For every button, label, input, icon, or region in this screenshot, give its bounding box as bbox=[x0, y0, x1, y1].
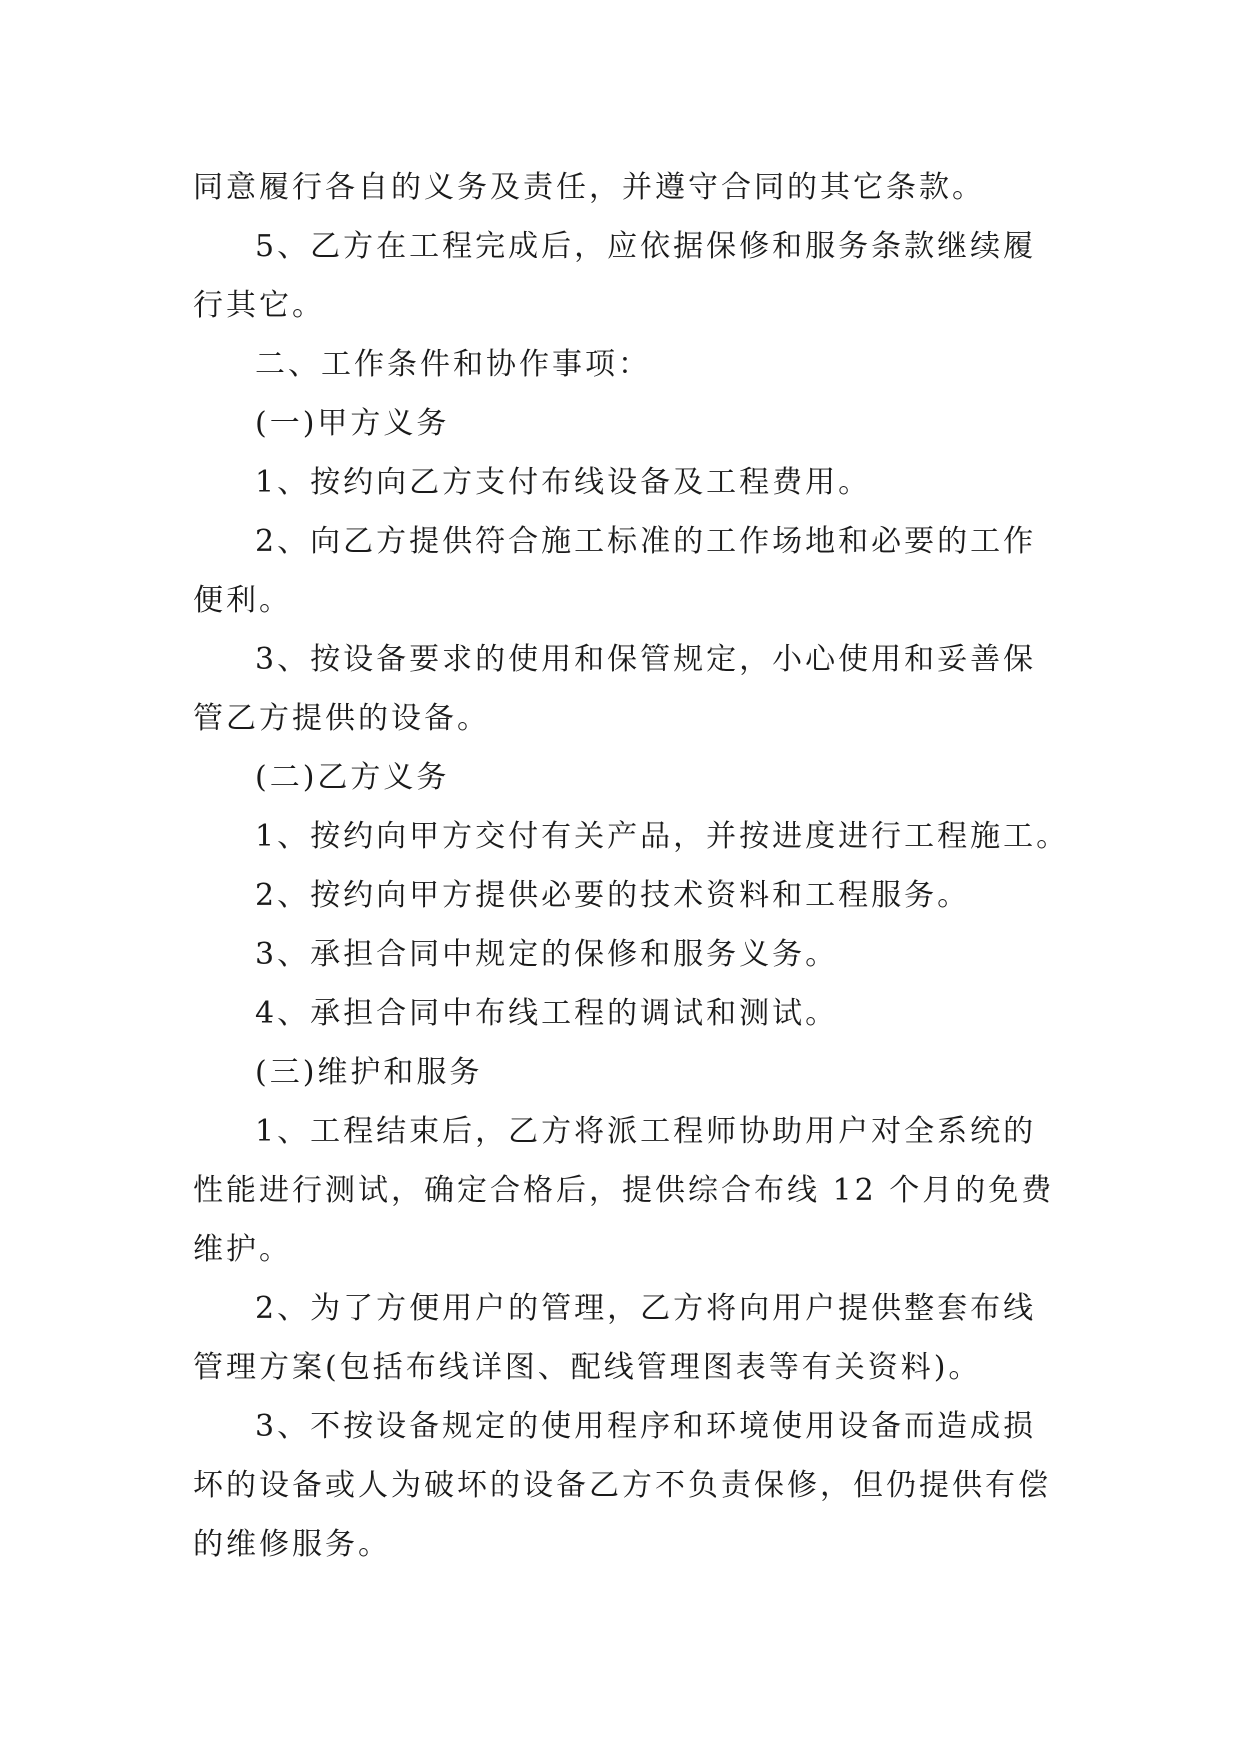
text-line: 2、按约向甲方提供必要的技术资料和工程服务。 bbox=[255, 878, 971, 913]
text-line: 4、承担合同中布线工程的调试和测试。 bbox=[255, 996, 839, 1031]
text-line: 的维修服务。 bbox=[193, 1527, 391, 1562]
text-line: 1、按约向乙方支付布线设备及工程费用。 bbox=[255, 465, 872, 500]
text-line: 管乙方提供的设备。 bbox=[193, 701, 490, 736]
text-line: 管理方案(包括布线详图、配线管理图表等有关资料)。 bbox=[193, 1350, 982, 1385]
text-line: 1、按约向甲方交付有关产品，并按进度进行工程施工。 bbox=[255, 819, 1070, 854]
text-line: 维护。 bbox=[193, 1232, 292, 1267]
section-heading: 二、工作条件和协作事项： bbox=[255, 347, 651, 382]
text-line: 3、按设备要求的使用和保管规定，小心使用和妥善保 bbox=[255, 642, 1037, 677]
text-line: 便利。 bbox=[193, 583, 292, 618]
text-line: 2、为了方便用户的管理，乙方将向用户提供整套布线 bbox=[255, 1291, 1037, 1326]
text-line: 1、工程结束后，乙方将派工程师协助用户对全系统的 bbox=[255, 1114, 1037, 1149]
text-line: 3、不按设备规定的使用程序和环境使用设备而造成损 bbox=[255, 1409, 1037, 1444]
text-line: 3、承担合同中规定的保修和服务义务。 bbox=[255, 937, 839, 972]
subsection-heading: (二)乙方义务 bbox=[255, 760, 450, 795]
document-body bbox=[193, 158, 1073, 1574]
subsection-heading: (三)维护和服务 bbox=[255, 1055, 483, 1090]
text-line: 5、乙方在工程完成后，应依据保修和服务条款继续履 bbox=[255, 229, 1037, 264]
text-line: 坏的设备或人为破坏的设备乙方不负责保修，但仍提供有偿 bbox=[193, 1468, 1051, 1503]
text-line: 同意履行各自的义务及责任，并遵守合同的其它条款。 bbox=[193, 170, 985, 205]
subsection-heading: (一)甲方义务 bbox=[255, 406, 450, 441]
text-line: 2、向乙方提供符合施工标准的工作场地和必要的工作 bbox=[255, 524, 1037, 559]
text-line: 性能进行测试，确定合格后，提供综合布线 12 个月的免费 bbox=[193, 1173, 1055, 1208]
text-line: 行其它。 bbox=[193, 288, 325, 323]
